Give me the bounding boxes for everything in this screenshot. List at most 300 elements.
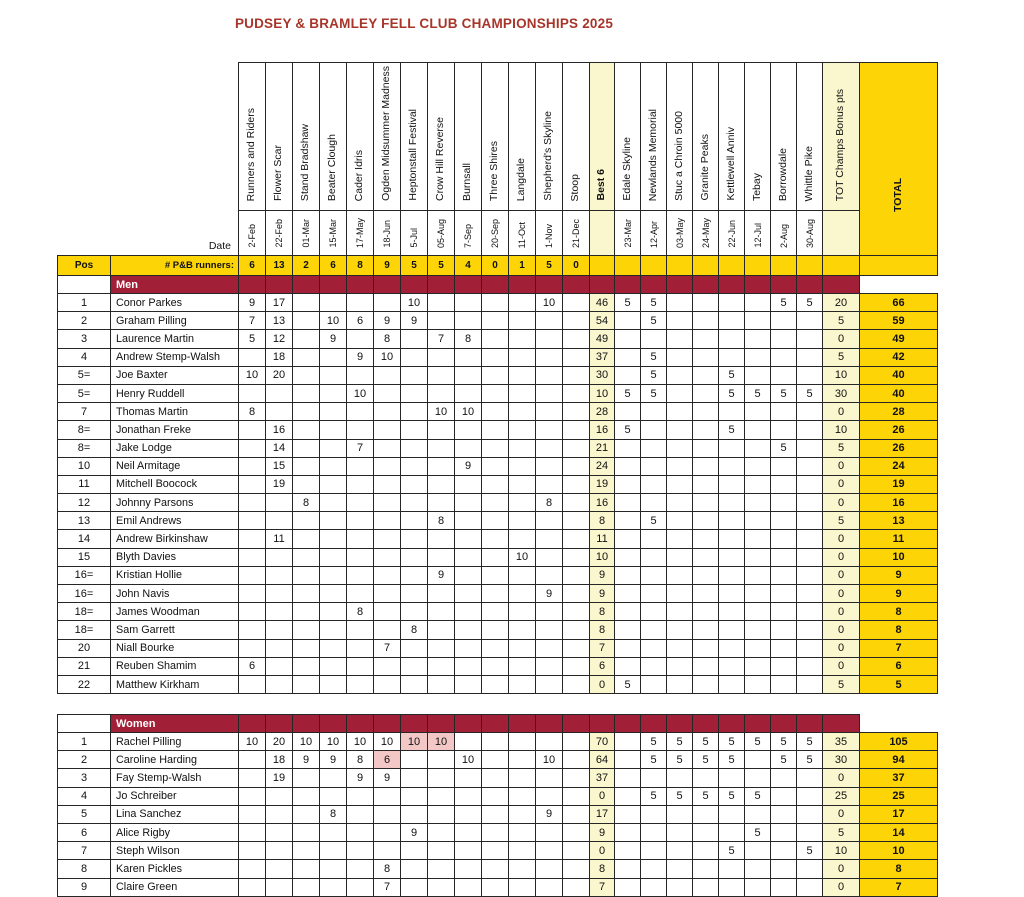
extra-score-cell xyxy=(615,823,641,841)
score-cell xyxy=(428,348,455,366)
total-cell: 7 xyxy=(860,878,938,896)
score-cell: 9 xyxy=(428,566,455,584)
extra-score-cell xyxy=(693,860,719,878)
race-header xyxy=(266,63,293,211)
extra-score-cell xyxy=(719,312,745,330)
total-cell: 8 xyxy=(860,621,938,639)
score-cell xyxy=(455,348,482,366)
score-cell xyxy=(266,805,293,823)
score-cell xyxy=(239,639,266,657)
race-header xyxy=(719,63,745,211)
score-cell xyxy=(266,403,293,421)
extra-score-cell: 5 xyxy=(693,751,719,769)
women-table-row xyxy=(58,860,938,878)
band-cell xyxy=(536,715,563,733)
band-cell xyxy=(590,276,615,294)
band-cell xyxy=(293,715,320,733)
runners-label: # P&B runners: xyxy=(111,256,239,276)
best6-cell: 37 xyxy=(590,348,615,366)
runner-name: Steph Wilson xyxy=(111,842,239,860)
score-cell xyxy=(320,639,347,657)
runner-count-row xyxy=(58,256,938,276)
best6-cell: 9 xyxy=(590,585,615,603)
race-date xyxy=(693,211,719,256)
race-date-label: 24-May xyxy=(700,217,711,248)
score-cell xyxy=(239,751,266,769)
extra-score-cell xyxy=(615,512,641,530)
best6-cell: 46 xyxy=(590,294,615,312)
score-cell xyxy=(347,805,374,823)
score-cell xyxy=(455,842,482,860)
extra-score-cell xyxy=(797,403,823,421)
band-cell xyxy=(374,715,401,733)
score-cell xyxy=(239,603,266,621)
race-date-label: 21-Dec xyxy=(571,218,581,248)
score-cell xyxy=(482,603,509,621)
extra-score-cell xyxy=(667,657,693,675)
score-cell: 8 xyxy=(536,494,563,512)
race-header xyxy=(641,63,667,211)
extra-score-cell: 5 xyxy=(771,294,797,312)
extra-score-cell: 5 xyxy=(667,751,693,769)
best6-header-label: Best 6 xyxy=(595,169,608,201)
total-cell: 10 xyxy=(860,548,938,566)
runner-pos: 10 xyxy=(58,457,111,475)
women-table-row xyxy=(58,842,938,860)
score-cell xyxy=(509,603,536,621)
score-cell xyxy=(374,475,401,493)
score-cell xyxy=(401,548,428,566)
total-cell: 49 xyxy=(860,330,938,348)
runner-name: Mitchell Boocock xyxy=(111,475,239,493)
score-cell xyxy=(482,494,509,512)
extra-score-cell xyxy=(771,787,797,805)
score-cell xyxy=(401,330,428,348)
extra-score-cell xyxy=(797,348,823,366)
score-cell xyxy=(347,403,374,421)
runner-name: Blyth Davies xyxy=(111,548,239,566)
score-cell xyxy=(455,823,482,841)
score-cell xyxy=(482,823,509,841)
score-cell: 8 xyxy=(374,330,401,348)
runner-name: Andrew Birkinshaw xyxy=(111,530,239,548)
men-table-row xyxy=(58,530,938,548)
score-cell xyxy=(455,878,482,896)
extra-score-cell xyxy=(641,805,667,823)
extra-score-cell: 5 xyxy=(693,787,719,805)
extra-score-cell xyxy=(615,787,641,805)
runner-name: Caroline Harding xyxy=(111,751,239,769)
score-cell xyxy=(374,457,401,475)
extra-score-cell xyxy=(693,639,719,657)
score-cell: 14 xyxy=(266,439,293,457)
best6-cell: 6 xyxy=(590,657,615,675)
score-cell xyxy=(347,585,374,603)
score-cell xyxy=(509,675,536,693)
race-date-label: 18-Jun xyxy=(382,220,392,248)
bonus-cell: 0 xyxy=(823,403,860,421)
score-cell: 9 xyxy=(374,312,401,330)
race-date-label: 03-May xyxy=(674,217,685,248)
extra-score-cell xyxy=(641,530,667,548)
extra-score-cell xyxy=(771,330,797,348)
score-cell xyxy=(428,457,455,475)
score-cell xyxy=(509,733,536,751)
score-cell xyxy=(455,421,482,439)
men-table-row xyxy=(58,403,938,421)
score-cell xyxy=(482,475,509,493)
score-cell xyxy=(401,475,428,493)
score-cell xyxy=(401,675,428,693)
extra-score-cell xyxy=(797,805,823,823)
runner-name: Neil Armitage xyxy=(111,457,239,475)
score-cell: 6 xyxy=(374,751,401,769)
score-cell xyxy=(563,348,590,366)
men-table-row xyxy=(58,457,938,475)
extra-score-cell xyxy=(615,657,641,675)
extra-score-cell xyxy=(667,603,693,621)
score-cell: 13 xyxy=(266,312,293,330)
total-cell: 26 xyxy=(860,439,938,457)
score-cell xyxy=(536,403,563,421)
extra-score-cell: 5 xyxy=(797,733,823,751)
extra-score-cell xyxy=(719,823,745,841)
score-cell xyxy=(536,384,563,402)
race-date xyxy=(266,211,293,256)
extra-score-cell xyxy=(745,457,771,475)
extra-score-cell: 5 xyxy=(641,733,667,751)
score-cell xyxy=(266,657,293,675)
extra-score-cell xyxy=(797,530,823,548)
bonus-cell: 20 xyxy=(823,294,860,312)
runner-name: Jonathan Freke xyxy=(111,421,239,439)
score-cell xyxy=(536,548,563,566)
extra-score-cell xyxy=(719,639,745,657)
total-cell: 9 xyxy=(860,585,938,603)
extra-score-cell xyxy=(797,366,823,384)
extra-score-cell xyxy=(667,330,693,348)
extra-score-cell xyxy=(615,530,641,548)
score-cell xyxy=(428,585,455,603)
score-cell xyxy=(536,769,563,787)
race-header xyxy=(667,63,693,211)
runner-count: 1 xyxy=(509,256,536,276)
score-cell xyxy=(293,421,320,439)
extra-score-cell xyxy=(719,878,745,896)
score-cell xyxy=(509,621,536,639)
score-cell xyxy=(509,312,536,330)
score-cell xyxy=(401,603,428,621)
score-cell xyxy=(536,348,563,366)
score-cell: 17 xyxy=(266,294,293,312)
extra-score-cell xyxy=(641,621,667,639)
extra-score-cell xyxy=(771,878,797,896)
score-cell xyxy=(482,566,509,584)
extra-score-cell xyxy=(797,312,823,330)
score-cell xyxy=(563,805,590,823)
score-cell xyxy=(239,787,266,805)
race-date-label: 01-Mar xyxy=(301,219,311,248)
band-cell xyxy=(509,715,536,733)
score-cell xyxy=(293,675,320,693)
score-cell xyxy=(428,312,455,330)
bonus-cell: 0 xyxy=(823,548,860,566)
score-cell xyxy=(509,860,536,878)
best6-cell: 37 xyxy=(590,769,615,787)
women-table-row xyxy=(58,751,938,769)
score-cell xyxy=(374,805,401,823)
score-cell xyxy=(428,366,455,384)
runner-pos: 5 xyxy=(58,805,111,823)
bonus-cell: 30 xyxy=(823,751,860,769)
race-header xyxy=(615,63,641,211)
extra-score-cell xyxy=(797,439,823,457)
pos-label: Pos xyxy=(58,256,111,276)
band-cell xyxy=(693,715,719,733)
extra-score-cell xyxy=(745,805,771,823)
best6-cell: 64 xyxy=(590,751,615,769)
runner-pos: 14 xyxy=(58,530,111,548)
score-cell xyxy=(347,675,374,693)
runner-count: 9 xyxy=(374,256,401,276)
best6-cell: 0 xyxy=(590,842,615,860)
extra-score-cell xyxy=(797,548,823,566)
best6-cell: 17 xyxy=(590,805,615,823)
bonus-cell: 0 xyxy=(823,494,860,512)
extra-score-cell xyxy=(693,421,719,439)
score-cell xyxy=(455,657,482,675)
extra-score-cell xyxy=(641,823,667,841)
score-cell xyxy=(293,657,320,675)
band-cell xyxy=(667,715,693,733)
score-cell xyxy=(509,530,536,548)
score-cell xyxy=(428,751,455,769)
extra-score-cell xyxy=(771,457,797,475)
score-cell xyxy=(536,439,563,457)
extra-score-cell xyxy=(745,475,771,493)
bonus-cell: 30 xyxy=(823,384,860,402)
score-cell xyxy=(320,621,347,639)
extra-score-cell xyxy=(719,512,745,530)
band-cell xyxy=(455,276,482,294)
extra-score-cell xyxy=(745,512,771,530)
total-cell: 13 xyxy=(860,512,938,530)
total-header xyxy=(860,63,938,256)
extra-score-cell xyxy=(693,475,719,493)
best6-cell: 0 xyxy=(590,675,615,693)
score-cell xyxy=(401,639,428,657)
count-total-cell xyxy=(860,256,938,276)
score-cell xyxy=(482,860,509,878)
bonus-cell: 0 xyxy=(823,530,860,548)
race-date-label: 7-Sep xyxy=(463,223,473,248)
race-date-label: 05-Aug xyxy=(436,218,446,248)
score-cell xyxy=(509,639,536,657)
men-table-row xyxy=(58,675,938,693)
band-cell xyxy=(641,276,667,294)
extra-score-cell xyxy=(745,860,771,878)
score-cell xyxy=(563,657,590,675)
extra-score-cell xyxy=(771,475,797,493)
score-cell xyxy=(536,823,563,841)
score-cell xyxy=(401,805,428,823)
score-cell xyxy=(563,878,590,896)
score-cell xyxy=(293,512,320,530)
count-extra-cell xyxy=(797,256,823,276)
runner-name: Joe Baxter xyxy=(111,366,239,384)
extra-score-cell xyxy=(771,366,797,384)
band-cell xyxy=(590,715,615,733)
extra-score-cell xyxy=(797,475,823,493)
extra-score-cell xyxy=(667,512,693,530)
extra-score-cell xyxy=(615,475,641,493)
score-cell: 8 xyxy=(374,860,401,878)
bonus-cell: 0 xyxy=(823,621,860,639)
best6-cell: 49 xyxy=(590,330,615,348)
extra-score-cell: 5 xyxy=(641,294,667,312)
extra-score-cell xyxy=(693,530,719,548)
bonus-cell: 0 xyxy=(823,585,860,603)
men-table-row xyxy=(58,475,938,493)
score-cell xyxy=(401,566,428,584)
runner-name: Jake Lodge xyxy=(111,439,239,457)
extra-score-cell xyxy=(771,512,797,530)
score-cell xyxy=(428,475,455,493)
score-cell xyxy=(455,585,482,603)
score-cell xyxy=(563,312,590,330)
runner-name: Fay Stemp-Walsh xyxy=(111,769,239,787)
band-cell xyxy=(667,276,693,294)
race-date xyxy=(719,211,745,256)
total-cell: 40 xyxy=(860,366,938,384)
score-cell xyxy=(428,787,455,805)
score-cell xyxy=(293,475,320,493)
race-date xyxy=(563,211,590,256)
women-table-row xyxy=(58,787,938,805)
score-cell xyxy=(563,494,590,512)
extra-score-cell xyxy=(745,530,771,548)
extra-score-cell xyxy=(745,751,771,769)
race-header xyxy=(797,63,823,211)
extra-score-cell xyxy=(745,439,771,457)
score-cell: 19 xyxy=(266,769,293,787)
extra-score-cell: 5 xyxy=(719,787,745,805)
runner-count: 2 xyxy=(293,256,320,276)
band-cell xyxy=(536,276,563,294)
extra-score-cell xyxy=(667,621,693,639)
men-table-row xyxy=(58,384,938,402)
band-cell xyxy=(719,715,745,733)
runner-name: Alice Rigby xyxy=(111,823,239,841)
race-date xyxy=(797,211,823,256)
bonus-cell: 0 xyxy=(823,805,860,823)
score-cell xyxy=(428,294,455,312)
best6-cell: 8 xyxy=(590,621,615,639)
score-cell xyxy=(293,621,320,639)
score-cell xyxy=(509,751,536,769)
runner-pos: 21 xyxy=(58,657,111,675)
runner-count: 5 xyxy=(536,256,563,276)
score-cell xyxy=(401,769,428,787)
race-date-label: 5-Jul xyxy=(409,228,419,248)
bonus-cell: 10 xyxy=(823,842,860,860)
extra-score-cell xyxy=(667,439,693,457)
extra-score-cell xyxy=(667,860,693,878)
score-cell: 15 xyxy=(266,457,293,475)
extra-score-cell xyxy=(641,860,667,878)
score-cell xyxy=(266,860,293,878)
band-cell xyxy=(615,276,641,294)
race-date xyxy=(293,211,320,256)
extra-score-cell xyxy=(641,878,667,896)
race-date xyxy=(401,211,428,256)
extra-score-cell xyxy=(693,566,719,584)
score-cell xyxy=(428,384,455,402)
extra-score-cell xyxy=(667,348,693,366)
extra-score-cell xyxy=(719,548,745,566)
score-cell xyxy=(455,366,482,384)
score-cell xyxy=(347,878,374,896)
score-cell xyxy=(428,421,455,439)
score-cell xyxy=(374,842,401,860)
extra-score-cell xyxy=(693,512,719,530)
score-cell xyxy=(509,403,536,421)
score-cell xyxy=(401,657,428,675)
extra-score-cell xyxy=(745,769,771,787)
extra-score-cell: 5 xyxy=(641,366,667,384)
score-cell xyxy=(401,530,428,548)
extra-score-cell xyxy=(771,805,797,823)
score-cell xyxy=(293,860,320,878)
score-cell xyxy=(509,330,536,348)
score-cell xyxy=(428,823,455,841)
women-table-row xyxy=(58,878,938,896)
race-date-label: 2-Aug xyxy=(778,223,789,248)
extra-score-cell xyxy=(771,603,797,621)
extra-score-cell xyxy=(719,457,745,475)
extra-score-cell xyxy=(615,878,641,896)
score-cell xyxy=(455,312,482,330)
runner-pos: 15 xyxy=(58,548,111,566)
race-date xyxy=(615,211,641,256)
extra-score-cell xyxy=(693,823,719,841)
extra-score-cell xyxy=(667,294,693,312)
score-cell xyxy=(347,787,374,805)
score-cell xyxy=(320,403,347,421)
score-cell xyxy=(347,494,374,512)
runner-count: 5 xyxy=(428,256,455,276)
score-cell xyxy=(428,439,455,457)
best6-cell: 10 xyxy=(590,548,615,566)
score-cell xyxy=(455,548,482,566)
score-cell: 8 xyxy=(347,603,374,621)
bonus-cell: 35 xyxy=(823,733,860,751)
score-cell xyxy=(563,621,590,639)
race-date-label: 22-Feb xyxy=(274,219,284,248)
total-cell: 6 xyxy=(860,657,938,675)
score-cell xyxy=(536,657,563,675)
runner-pos: 8= xyxy=(58,439,111,457)
extra-score-cell xyxy=(667,548,693,566)
score-cell xyxy=(239,348,266,366)
score-cell xyxy=(266,842,293,860)
runner-name: Emil Andrews xyxy=(111,512,239,530)
extra-score-cell xyxy=(745,312,771,330)
runner-pos: 3 xyxy=(58,330,111,348)
score-cell xyxy=(536,421,563,439)
score-cell xyxy=(266,823,293,841)
women-table-row xyxy=(58,823,938,841)
